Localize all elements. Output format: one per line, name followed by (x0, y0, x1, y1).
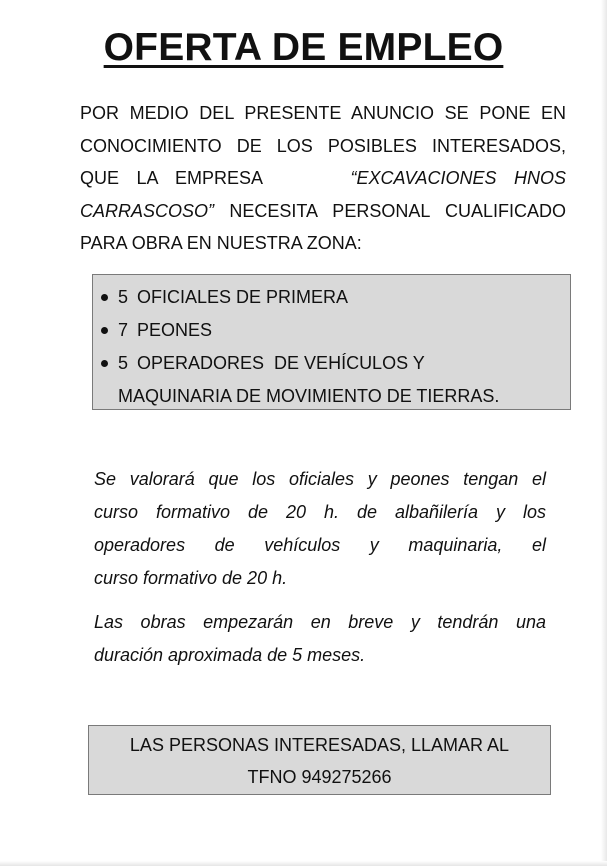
jobs-list (93, 275, 570, 413)
job-label: OFICIALES DE PRIMERA (137, 287, 349, 307)
job-label: PEONES (137, 320, 213, 340)
job-label-continuation: MAQUINARIA DE MOVIMIENTO DE TIERRAS. (118, 386, 500, 406)
page-edge-right (601, 0, 607, 866)
intro-line-1: POR MEDIO DEL PRESENTE ANUNCIO SE PONE EN (80, 103, 566, 123)
page-title: OFERTA DE EMPLEO (103, 26, 504, 69)
contact-line-1: LAS PERSONAS INTERESADAS, LLAMAR AL (129, 735, 510, 755)
note-line: operadores de vehículos y maquinaria, el (94, 535, 546, 555)
bullet-icon (101, 294, 108, 301)
note-line: curso formativo de 20 h. (94, 568, 288, 588)
intro-line-5: PARA OBRA EN NUESTRA ZONA: (80, 233, 362, 253)
contact-box (88, 725, 551, 795)
company-name-part2: CARRASCOSO” (80, 200, 215, 221)
intro-line-2: CONOCIMIENTO DE LOS POSIBLES INTERESADOS, (80, 135, 566, 156)
contact-phone: TFNO 949275266 (247, 767, 392, 787)
job-item (93, 281, 570, 314)
note-line: duración aproximada de 5 meses. (94, 645, 366, 665)
job-count: 5 (118, 353, 129, 373)
job-count: 7 (118, 320, 129, 340)
duration-note (94, 606, 546, 672)
jobs-box (92, 274, 571, 410)
company-name-part1: “EXCAVACIONES HNOS (350, 168, 566, 188)
page-title-container (0, 26, 607, 70)
note-line: curso formativo de 20 h. de albañilería y los (94, 502, 546, 522)
requirements-note (94, 463, 546, 595)
intro-line-3-text: QUE LA EMPRESA (80, 168, 264, 188)
job-item (93, 314, 570, 347)
page-edge-bottom (0, 861, 607, 866)
intro-paragraph (80, 97, 566, 260)
job-label: OPERADORES DE VEHÍCULOS Y (137, 353, 425, 373)
job-item (93, 347, 570, 413)
intro-line-3 (80, 162, 566, 195)
note-line: Las obras empezarán en breve y tendrán una (94, 612, 546, 632)
bullet-icon (101, 327, 108, 334)
intro-line-4-text: NECESITA PERSONAL CUALIFICADO (214, 200, 566, 221)
intro-line-4 (80, 195, 566, 228)
job-count: 5 (118, 287, 129, 307)
bullet-icon (101, 360, 108, 367)
note-line: Se valorará que los oficiales y peones tengan el (94, 469, 546, 489)
